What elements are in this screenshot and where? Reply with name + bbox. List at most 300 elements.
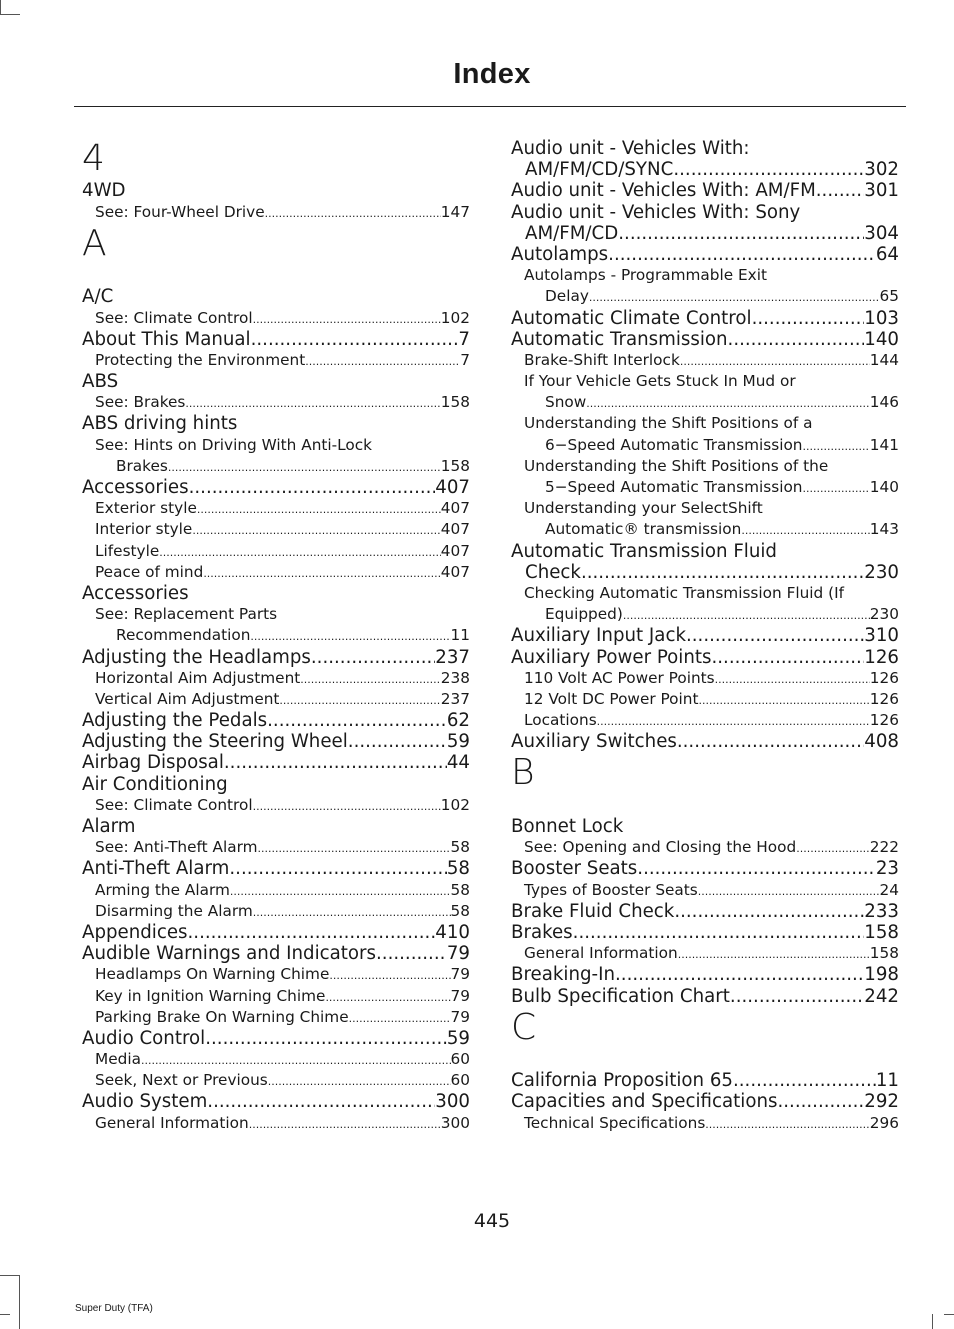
leader-dots <box>203 562 440 583</box>
leader-dots <box>752 308 865 329</box>
page-reference: 292 <box>864 1091 899 1113</box>
index-subentry <box>511 583 899 604</box>
spacer <box>82 265 470 286</box>
leader-dots <box>586 392 870 413</box>
index-subentry <box>82 1049 470 1070</box>
index-entry <box>511 901 899 922</box>
index-entry <box>82 180 470 201</box>
index-entry <box>82 286 470 307</box>
page-reference: 60 <box>450 1050 470 1069</box>
page-reference: 158 <box>864 921 899 943</box>
page-reference: 237 <box>440 689 470 708</box>
leader-dots <box>730 986 864 1007</box>
page-reference: 59 <box>446 731 470 753</box>
page-reference: 237 <box>435 646 470 668</box>
entry-text: See: Replacement Parts <box>95 605 278 624</box>
page-reference: 302 <box>864 159 899 181</box>
index-entry <box>82 710 470 731</box>
index-entry <box>82 371 470 392</box>
page-reference: 60 <box>450 1071 470 1090</box>
page-reference: 59 <box>446 1027 470 1049</box>
section-letter: A <box>82 222 107 264</box>
entry-text: 110 Volt AC Power Points <box>524 668 715 687</box>
leader-dots <box>349 1007 451 1028</box>
entry-text: General Information <box>524 944 678 963</box>
entry-text: See: Climate Control <box>95 308 253 327</box>
page-reference: 300 <box>435 1091 470 1113</box>
index-entry <box>82 774 470 795</box>
index-entry <box>511 647 899 668</box>
page-reference: 141 <box>869 435 899 454</box>
page-reference: 24 <box>879 880 899 899</box>
entry-text: Protecting the Environment <box>95 350 306 369</box>
index-entry <box>82 731 470 752</box>
index-subentry <box>511 689 899 710</box>
leader-dots <box>705 1113 870 1134</box>
leader-dots <box>581 562 864 583</box>
entry-text: Capacities and Specifications <box>511 1091 778 1113</box>
page-reference: 238 <box>440 668 470 687</box>
page-reference: 62 <box>446 710 470 732</box>
page-reference: 310 <box>864 625 899 647</box>
leader-dots <box>728 329 865 350</box>
entry-text: See: Brakes <box>95 393 186 412</box>
entry-text: Audio unit - Vehicles With: Sony <box>511 201 801 223</box>
index-entry <box>82 922 470 943</box>
index-subentry <box>82 795 470 816</box>
index-subentry <box>82 880 470 901</box>
leader-dots <box>677 731 864 752</box>
leader-dots <box>678 943 870 964</box>
index-entry <box>511 625 899 646</box>
page-reference: 407 <box>435 477 470 499</box>
index-entry-continuation <box>511 562 899 583</box>
entry-text: Audio System <box>82 1091 208 1113</box>
leader-dots <box>253 308 441 329</box>
index-entry <box>82 329 470 350</box>
entry-text: AM/FM/CD/SYNC <box>525 159 674 181</box>
index-entry <box>511 541 899 562</box>
entry-text: See: Climate Control <box>95 795 253 814</box>
leader-dots <box>251 329 459 350</box>
index-subentry-continuation <box>82 456 470 477</box>
index-entry <box>511 180 899 201</box>
index-subentry <box>511 265 899 286</box>
crop-mark-bottom-right <box>932 1314 933 1329</box>
leader-dots <box>674 901 864 922</box>
page-reference: 58 <box>450 838 470 857</box>
page-reference: 407 <box>440 541 470 560</box>
entry-text: Vertical Aim Adjustment <box>95 689 280 708</box>
index-subentry <box>82 392 470 413</box>
index-subentry-continuation <box>511 604 899 625</box>
index-entry <box>82 943 470 964</box>
entry-text: If Your Vehicle Gets Stuck In Mud or <box>524 372 796 391</box>
entry-text: See: Anti-Theft Alarm <box>95 838 258 857</box>
leader-dots <box>608 244 876 265</box>
page-reference: 64 <box>875 243 899 265</box>
leader-dots <box>673 159 864 180</box>
index-subentry <box>511 668 899 689</box>
entry-text: Peace of mind <box>95 562 204 581</box>
entry-text: Delay <box>545 287 589 306</box>
index-subentry <box>82 435 470 456</box>
page-reference: 233 <box>864 900 899 922</box>
leader-dots <box>253 795 441 816</box>
leader-dots <box>159 541 441 562</box>
entry-text: Brake-Shift Interlock <box>524 350 680 369</box>
crop-mark-top-left <box>0 0 1 14</box>
entry-text: About This Manual <box>82 328 251 350</box>
page-reference: 143 <box>869 520 899 539</box>
index-subentry <box>511 371 899 392</box>
index-subentry-continuation <box>511 286 899 307</box>
footer-model: Super Duty (TFA) <box>75 1303 153 1314</box>
page-reference: 65 <box>879 287 899 306</box>
index-subentry <box>511 943 899 964</box>
index-entry <box>82 413 470 434</box>
leader-dots <box>686 625 864 646</box>
index-entry <box>511 858 899 879</box>
entry-text: Lifestyle <box>95 541 160 560</box>
page-reference: 58 <box>450 901 470 920</box>
page-reference: 301 <box>864 180 899 202</box>
index-subentry <box>82 901 470 922</box>
entry-text: Appendices <box>82 921 188 943</box>
page-reference: 242 <box>864 985 899 1007</box>
entry-text: Media <box>95 1050 141 1069</box>
index-subentry <box>82 519 470 540</box>
leader-dots <box>329 964 450 985</box>
index-subentry-continuation <box>511 477 899 498</box>
index-entry <box>511 922 899 943</box>
leader-dots <box>224 752 447 773</box>
entry-text: Adjusting the Steering Wheel <box>82 731 348 753</box>
index-subentry <box>82 202 470 223</box>
section-letter: B <box>511 752 535 794</box>
leader-dots <box>376 943 447 964</box>
index-subentry <box>82 498 470 519</box>
leader-dots <box>267 710 447 731</box>
entry-text: Accessories <box>82 582 189 604</box>
page-reference: 140 <box>864 328 899 350</box>
entry-text: California Proposition 65 <box>511 1070 733 1092</box>
index-subentry <box>82 1007 470 1028</box>
entry-text: See: Hints on Driving With Anti-Lock <box>95 435 373 454</box>
entry-text: Adjusting the Pedals <box>82 710 268 732</box>
page-reference: 126 <box>869 668 899 687</box>
leader-dots <box>597 710 870 731</box>
entry-text: Breaking-In <box>511 964 616 986</box>
index-subentry <box>82 837 470 858</box>
index-column-right <box>511 138 899 1134</box>
index-subentry <box>82 964 470 985</box>
entry-text: Understanding your SelectShift <box>524 499 763 518</box>
index-entry <box>82 1028 470 1049</box>
entry-text: Headlamps On Warning Chime <box>95 965 330 984</box>
entry-text: Recommendation <box>116 626 251 645</box>
index-entry <box>511 731 899 752</box>
leader-dots <box>803 435 870 456</box>
leader-dots <box>777 1091 864 1112</box>
leader-dots <box>230 880 451 901</box>
page-reference: 126 <box>864 646 899 668</box>
entry-text: Brakes <box>511 921 573 943</box>
entry-text: Locations <box>524 711 597 730</box>
leader-dots <box>699 689 870 710</box>
spacer <box>511 1049 899 1070</box>
page-reference: 146 <box>869 393 899 412</box>
entry-text: Understanding the Shift Positions of a <box>524 414 813 433</box>
index-entry <box>82 647 470 668</box>
leader-dots <box>253 901 451 922</box>
section-letter: C <box>511 1006 537 1048</box>
entry-text: Booster Seats <box>511 858 638 880</box>
page-reference: 407 <box>440 520 470 539</box>
page-reference: 410 <box>435 921 470 943</box>
index-subentry <box>511 498 899 519</box>
entry-text: Equipped) <box>545 605 623 624</box>
entry-text: Autolamps - Programmable Exit <box>524 266 767 285</box>
page-reference: 7 <box>458 328 470 350</box>
crop-mark-bottom-right <box>944 1314 954 1315</box>
index-entry-continuation <box>511 223 899 244</box>
index-column-left <box>82 138 470 1134</box>
leader-dots <box>207 1091 435 1112</box>
index-subentry <box>82 562 470 583</box>
entry-text: Automatic Transmission <box>511 328 728 350</box>
section-letter: 4 <box>82 138 105 179</box>
page-reference: 58 <box>446 858 470 880</box>
index-subentry-continuation <box>511 435 899 456</box>
entry-text: Key in Ignition Warning Chime <box>95 986 326 1005</box>
entry-text: Airbag Disposal <box>82 752 224 774</box>
page-reference: 102 <box>440 308 470 327</box>
entry-text: Air Conditioning <box>82 773 228 795</box>
leader-dots <box>680 350 870 371</box>
page-reference: 58 <box>450 880 470 899</box>
entry-text: Understanding the Shift Positions of the <box>524 456 829 475</box>
page-title: Index <box>453 58 531 90</box>
entry-text: Brake Fluid Check <box>511 900 675 922</box>
entry-text: Audio Control <box>82 1027 206 1049</box>
entry-text: Bulb Specification Chart <box>511 985 730 1007</box>
leader-dots <box>615 964 864 985</box>
entry-text: Automatic Transmission Fluid <box>511 540 777 562</box>
leader-dots <box>305 350 460 371</box>
entry-text: Autolamps <box>511 243 609 265</box>
entry-text: 12 Volt DC Power Point <box>524 689 699 708</box>
index-entry <box>82 858 470 879</box>
entry-text: A/C <box>82 286 114 308</box>
index-subentry <box>82 1070 470 1091</box>
leader-dots <box>268 1070 451 1091</box>
leader-dots <box>733 1070 876 1091</box>
leader-dots <box>816 180 865 201</box>
entry-text: ABS <box>82 371 119 393</box>
page-reference: 407 <box>440 562 470 581</box>
leader-dots <box>589 286 880 307</box>
leader-dots <box>168 456 441 477</box>
entry-text: 6−Speed Automatic Transmission <box>545 435 803 454</box>
leader-dots <box>311 647 435 668</box>
leader-dots <box>279 689 440 710</box>
index-subentry <box>511 880 899 901</box>
page-reference: 158 <box>440 393 470 412</box>
leader-dots <box>265 202 441 223</box>
page-reference: 79 <box>446 943 470 965</box>
entry-text: 4WD <box>82 180 126 202</box>
crop-mark-bottom-left <box>0 1275 20 1276</box>
index-subentry <box>511 413 899 434</box>
page-reference: 103 <box>864 307 899 329</box>
page-reference: 407 <box>440 499 470 518</box>
index-entry <box>82 816 470 837</box>
index-entry <box>511 816 899 837</box>
entry-text: Automatic Climate Control <box>511 307 752 329</box>
page-reference: 11 <box>875 1070 899 1092</box>
index-entry-continuation <box>511 159 899 180</box>
entry-text: See: Opening and Closing the Hood <box>524 838 797 857</box>
spacer <box>511 795 899 816</box>
leader-dots <box>250 625 450 646</box>
entry-text: Alarm <box>82 816 136 838</box>
page-reference: 147 <box>440 202 470 221</box>
entry-text: Snow <box>545 393 587 412</box>
entry-text: AM/FM/CD <box>525 222 619 244</box>
index-entry <box>511 1091 899 1112</box>
entry-text: Brakes <box>116 456 168 475</box>
index-entry <box>82 477 470 498</box>
page-reference: 198 <box>864 964 899 986</box>
page-reference: 79 <box>450 1007 470 1026</box>
leader-dots <box>189 477 436 498</box>
index-entry <box>511 244 899 265</box>
entry-text: Audio unit - Vehicles With: <box>511 138 750 159</box>
entry-text: Accessories <box>82 477 189 499</box>
index-entry <box>511 329 899 350</box>
leader-dots <box>185 392 440 413</box>
entry-text: Seek, Next or Previous <box>95 1071 268 1090</box>
index-entry <box>511 1070 899 1091</box>
index-subentry-continuation <box>511 519 899 540</box>
leader-dots <box>188 922 436 943</box>
leader-dots <box>258 837 451 858</box>
entry-text: Auxiliary Switches <box>511 731 677 753</box>
index-entry <box>511 202 899 223</box>
leader-dots <box>192 519 440 540</box>
leader-dots <box>623 604 870 625</box>
index-subentry <box>82 689 470 710</box>
entry-text: Auxiliary Power Points <box>511 646 712 668</box>
crop-mark-bottom-left <box>19 1276 20 1329</box>
page-reference: 102 <box>440 795 470 814</box>
index-subentry <box>511 837 899 858</box>
page-reference: 158 <box>869 944 899 963</box>
page-reference: 79 <box>450 965 470 984</box>
leader-dots <box>803 477 870 498</box>
page-reference: 144 <box>869 350 899 369</box>
page-reference: 408 <box>864 731 899 753</box>
leader-dots <box>348 731 447 752</box>
entry-text: Horizontal Aim Adjustment <box>95 668 301 687</box>
title-divider <box>74 106 906 107</box>
page-reference: 7 <box>460 350 470 369</box>
entry-text: General Information <box>95 1113 249 1132</box>
entry-text: 5−Speed Automatic Transmission <box>545 478 803 496</box>
leader-dots <box>573 922 865 943</box>
page-reference: 23 <box>875 858 899 880</box>
index-entry <box>511 308 899 329</box>
leader-dots <box>229 858 446 879</box>
leader-dots <box>197 498 441 519</box>
entry-text: Checking Automatic Transmission Fluid (If <box>524 583 844 602</box>
leader-dots <box>249 1113 441 1134</box>
leader-dots <box>141 1049 451 1070</box>
page-reference: 230 <box>869 605 899 624</box>
index-subentry <box>82 986 470 1007</box>
entry-text: Audible Warnings and Indicators <box>82 943 377 965</box>
entry-text: Check <box>525 561 581 583</box>
leader-dots <box>300 668 441 689</box>
page-reference: 11 <box>450 626 470 645</box>
index-subentry <box>511 710 899 731</box>
crop-mark-bottom-left <box>0 1314 10 1315</box>
entry-text: Technical Specifications <box>524 1113 706 1132</box>
index-subentry <box>82 668 470 689</box>
page-reference: 158 <box>440 456 470 475</box>
leader-dots <box>325 986 450 1007</box>
page-reference: 304 <box>864 222 899 244</box>
index-subentry <box>511 1113 899 1134</box>
crop-mark-top-left <box>0 14 20 15</box>
page-number: 445 <box>473 1210 511 1232</box>
entry-text: Auxiliary Input Jack <box>511 625 686 647</box>
page-reference: 44 <box>446 752 470 774</box>
leader-dots <box>715 668 870 689</box>
entry-text: Adjusting the Headlamps <box>82 646 311 668</box>
entry-text: Arming the Alarm <box>95 880 230 899</box>
index-subentry <box>511 456 899 477</box>
index-subentry-continuation <box>511 392 899 413</box>
page-reference: 296 <box>869 1113 899 1132</box>
page-reference: 300 <box>440 1113 470 1132</box>
page-reference: 126 <box>869 689 899 708</box>
page-reference: 126 <box>869 711 899 730</box>
index-subentry <box>82 350 470 371</box>
index-entry <box>511 986 899 1007</box>
page-reference: 79 <box>450 986 470 1005</box>
index-subentry <box>82 541 470 562</box>
index-entry <box>82 583 470 604</box>
entry-text: See: Four-Wheel Drive <box>95 202 265 221</box>
leader-dots <box>711 647 864 668</box>
entry-text: Parking Brake On Warning Chime <box>95 1007 349 1026</box>
entry-text: Bonnet Lock <box>511 816 624 838</box>
entry-text: Automatic® transmission <box>545 520 742 539</box>
leader-dots <box>698 880 880 901</box>
entry-text: Disarming the Alarm <box>95 901 253 920</box>
leader-dots <box>637 858 876 879</box>
leader-dots <box>796 837 870 858</box>
entry-text: ABS driving hints <box>82 413 238 435</box>
entry-text: Audio unit - Vehicles With: AM/FM <box>511 180 816 202</box>
entry-text: Types of Booster Seats <box>524 880 698 899</box>
entry-text: Exterior style <box>95 499 197 518</box>
page-reference: 222 <box>869 838 899 857</box>
leader-dots <box>618 223 864 244</box>
index-subentry <box>82 604 470 625</box>
